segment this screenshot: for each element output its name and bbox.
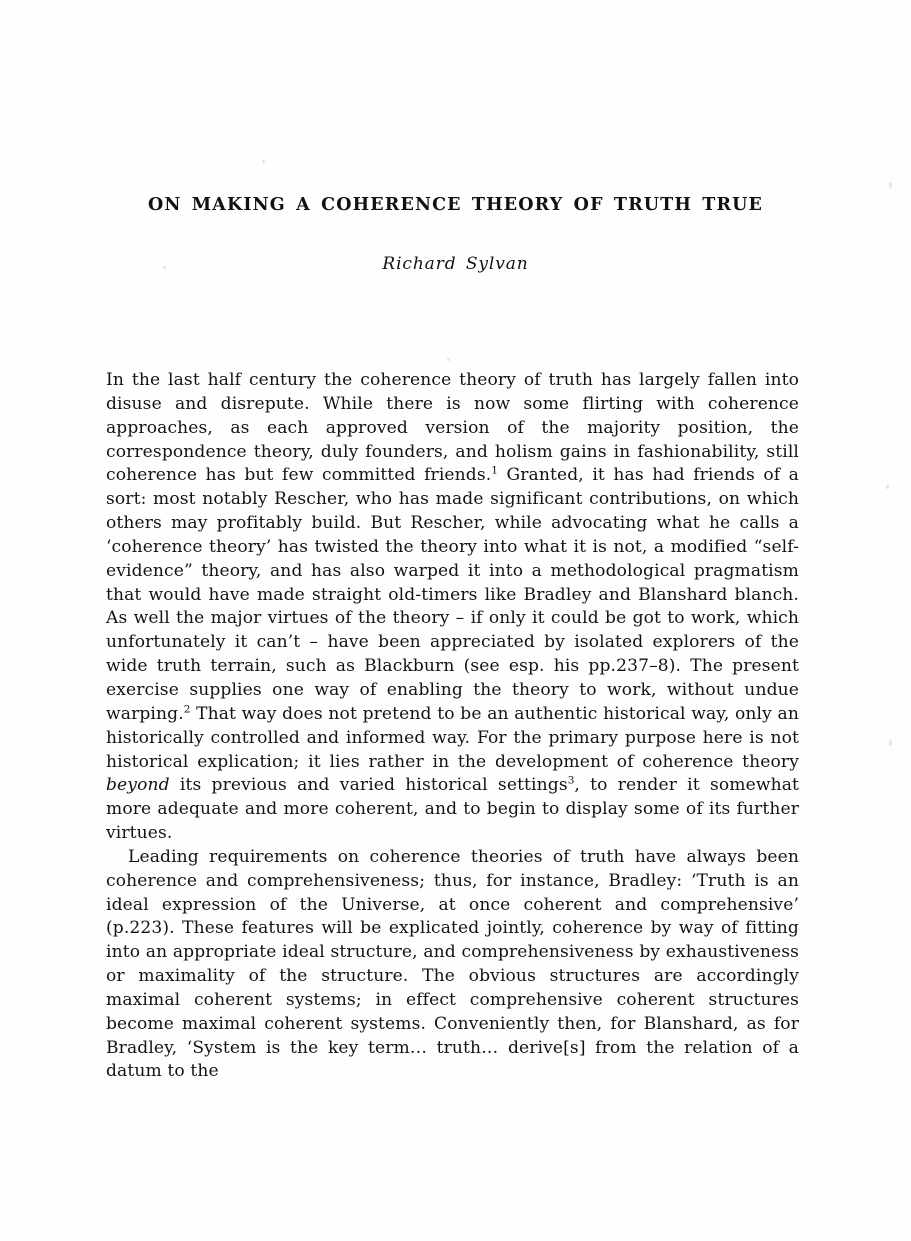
text-run: That way does not pretend to be an authentic historical way, only an historically controlled and informed way. For the primary purpose here is not historical explication; it lies rather in the development of coherence theory [106, 703, 799, 772]
text-run: its previous and varied historical settings [169, 775, 568, 796]
paragraph-1 [106, 369, 799, 846]
footnote-marker: 2 [183, 703, 191, 716]
text-run: Granted, it has had friends of a sort: most notably Rescher, who has made significant contributions, on which others may profitably build. But Rescher, while advocating what he calls a ‘coherence theory’ has twisted the theory into what it is not, a modified “self-evidence” theory, and has also warped it into a methodological pragmatism that would have made straight old-timers like Bradley and Blanshard blanch. As well the major virtues of the theory – if only it could be got to work, which unfortunately it can’t – have been appreciated by isolated explorers of the wide truth terrain, such as Blackburn (see esp. his pp.237–8). The present exercise supplies one way of enabling the theory to work, without undue warping. [106, 465, 799, 724]
paragraph-2 [106, 846, 799, 1084]
page-title: ON MAKING A COHERENCE THEORY OF TRUTH TRUE [147, 194, 764, 215]
text-run: In the last half century the coherence theory of truth has largely fallen into disuse and disrepute. While there is now some flirting with coherence approaches, as each approved version of the majority position, the correspondence theory, duly founders, and holism gains in fashionability, still coherence has but few committed friends. [106, 370, 799, 486]
scan-speckle [889, 740, 892, 746]
footnote-marker: 1 [491, 464, 498, 477]
footnote-marker: 3 [567, 774, 575, 787]
text-run: , to render it somewhat more adequate and more coherent, and to begin to display some of its further virtues. [106, 775, 799, 844]
scan-speckle [447, 358, 450, 361]
author-name: Richard Sylvan [382, 254, 529, 274]
emphasised-term: beyond [106, 775, 170, 796]
body-text-column [106, 369, 799, 1084]
scan-speckle [889, 182, 892, 188]
scan-speckle [886, 485, 889, 489]
text-run: Leading requirements on coherence theories of truth have always been coherence and comprehensiveness; thus, for instance, Bradley: ‘Truth is an ideal expression of the Universe, at once coherent and comprehensive’ (p.223). These features will be explicated jointly, coherence by way of fitting into an appropriate ideal structure, and comprehensiveness by exhaustiveness or maximality of the structure. The obvious structures are accordingly maximal coherent systems; in effect comprehensive coherent structures become maximal coherent systems. Conveniently then, for Blanshard, as for Bradley, ‘System is the key term… truth… derive[s] from the relation of a datum to the [106, 846, 799, 1082]
scan-speckle [262, 160, 265, 163]
